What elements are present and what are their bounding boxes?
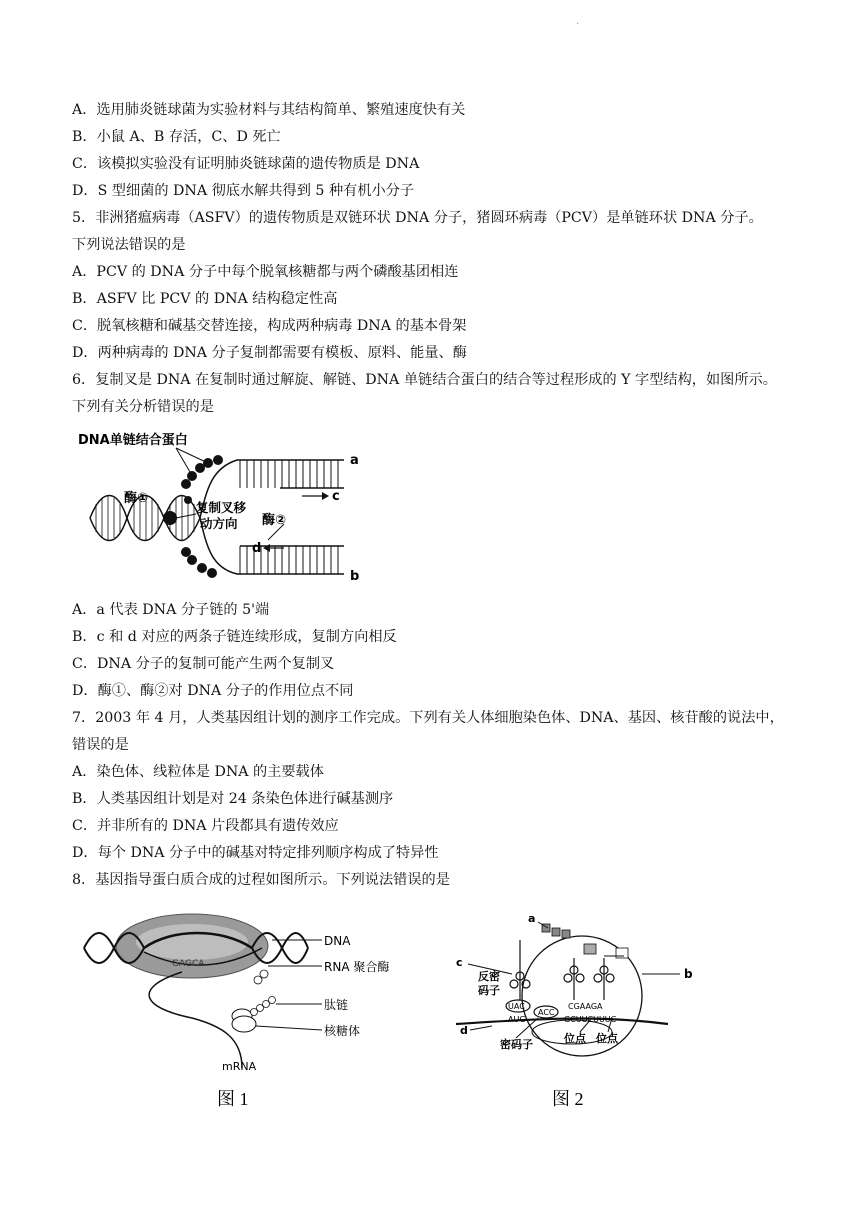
question-stem: 8．基因指导蛋白质合成的过程如图所示。下列说法错误的是 xyxy=(72,872,450,888)
question-text-top xyxy=(72,97,812,421)
fig2-label-d: d xyxy=(460,1024,468,1037)
option-line: D．酶①、酶②对 DNA 分子的作用位点不同 xyxy=(72,683,354,699)
question-stem: 错误的是 xyxy=(72,737,129,753)
label-b: b xyxy=(350,569,360,584)
fig2-label-b: b xyxy=(684,967,693,981)
fig2-site-label-1: 位点 xyxy=(564,1032,586,1045)
question-text-bottom xyxy=(72,597,812,894)
fig1-peptide-label: 肽链 xyxy=(324,998,349,1012)
figure-1 xyxy=(84,914,389,1073)
question-stem: 5．非洲猪瘟病毒（ASFV）的遗传物质是双链环状 DNA 分子，猪圆环病毒（PCV）是单链环状 DNA 分子。 xyxy=(72,210,763,226)
label-d: d xyxy=(252,541,262,556)
option-line: B．ASFV 比 PCV 的 DNA 结构稳定性高 xyxy=(72,291,338,307)
fork-direction-label-1: 复制叉移 xyxy=(196,500,247,515)
fig1-mrna-label: mRNA xyxy=(222,1060,257,1073)
figure-2 xyxy=(456,912,693,1056)
fig1-caption: 图 1 xyxy=(217,1089,249,1108)
question-stem: 6．复制叉是 DNA 在复制时通过解旋、解链、DNA 单链结合蛋白的结合等过程形成的 Y 字型结构，如图所示。 xyxy=(72,372,777,388)
option-line: B．c 和 d 对应的两条子链连续形成，复制方向相反 xyxy=(72,629,397,645)
fig2-anticodon-label-2: 码子 xyxy=(478,984,500,997)
enzyme2-label: 酶② xyxy=(262,513,287,528)
option-line: A．PCV 的 DNA 分子中每个脱氧核糖都与两个磷酸基团相连 xyxy=(72,264,459,280)
option-line: C．DNA 分子的复制可能产生两个复制叉 xyxy=(72,656,335,672)
question-stem: 7．2003 年 4 月，人类基因组计划的测序工作完成。下列有关人体细胞染色体、DNA、基因、核苷酸的说法中， xyxy=(72,710,784,726)
option-line: A．选用肺炎链球菌为实验材料与其结构简单、繁殖速度快有关 xyxy=(72,102,466,118)
fig2-label-c: c xyxy=(456,956,463,969)
fig1-dna-label: DNA xyxy=(324,934,351,948)
fig6-title: DNA单链结合蛋白 xyxy=(78,433,188,448)
fig2-top-seq: CGAAGA xyxy=(568,1002,603,1011)
replication-fork-figure xyxy=(72,428,372,588)
option-line: C．并非所有的 DNA 片段都具有遗传效应 xyxy=(72,818,339,834)
fig2-codon-label: 密码子 xyxy=(500,1038,533,1051)
fig2-label-a: a xyxy=(528,912,536,925)
fig2-anticodon-label-1: 反密 xyxy=(478,970,500,983)
label-a: a xyxy=(350,453,359,468)
option-line: B．小鼠 A、B 存活，C、D 死亡 xyxy=(72,129,281,145)
fig2-uac: UAC xyxy=(508,1002,525,1011)
option-line: B．人类基因组计划是对 24 条染色体进行碱基测序 xyxy=(72,791,394,807)
fig1-ribosome-label: 核糖体 xyxy=(324,1024,361,1038)
option-line: D．S 型细菌的 DNA 彻底水解共得到 5 种有机小分子 xyxy=(72,183,415,199)
fig2-acc: ACC xyxy=(538,1008,555,1017)
option-line: D．每个 DNA 分子中的碱基对特定排列顺序构成了特异性 xyxy=(72,845,439,861)
option-line: C．该模拟实验没有证明肺炎链球菌的遗传物质是 DNA xyxy=(72,156,420,172)
fig2-aug: AUG xyxy=(508,1015,526,1024)
fig2-caption: 图 2 xyxy=(552,1089,584,1108)
page-mark: . xyxy=(576,16,580,27)
enzyme1-label: 酶① xyxy=(124,491,149,506)
fig2-bottom-seq: GCUUCUUUC xyxy=(564,1015,617,1024)
fork-direction-label-2: 动方向 xyxy=(200,516,238,531)
question-stem: 下列说法错误的是 xyxy=(72,237,186,253)
fig2-site-label-2: 位点 xyxy=(596,1032,618,1045)
option-line: D．两种病毒的 DNA 分子复制都需要有模板、原料、能量、酶 xyxy=(72,345,467,361)
fig1-rnap-label: RNA 聚合酶 xyxy=(324,960,390,974)
option-line: A．a 代表 DNA 分子链的 5'端 xyxy=(72,602,270,618)
option-line: C．脱氧核糖和碱基交替连接，构成两种病毒 DNA 的基本骨架 xyxy=(72,318,467,334)
fig1-seq: GAGCA xyxy=(172,959,205,969)
translation-figures xyxy=(72,908,712,1108)
question-stem: 下列有关分析错误的是 xyxy=(72,399,214,415)
option-line: A．染色体、线粒体是 DNA 的主要载体 xyxy=(72,764,324,780)
label-c: c xyxy=(332,489,340,504)
